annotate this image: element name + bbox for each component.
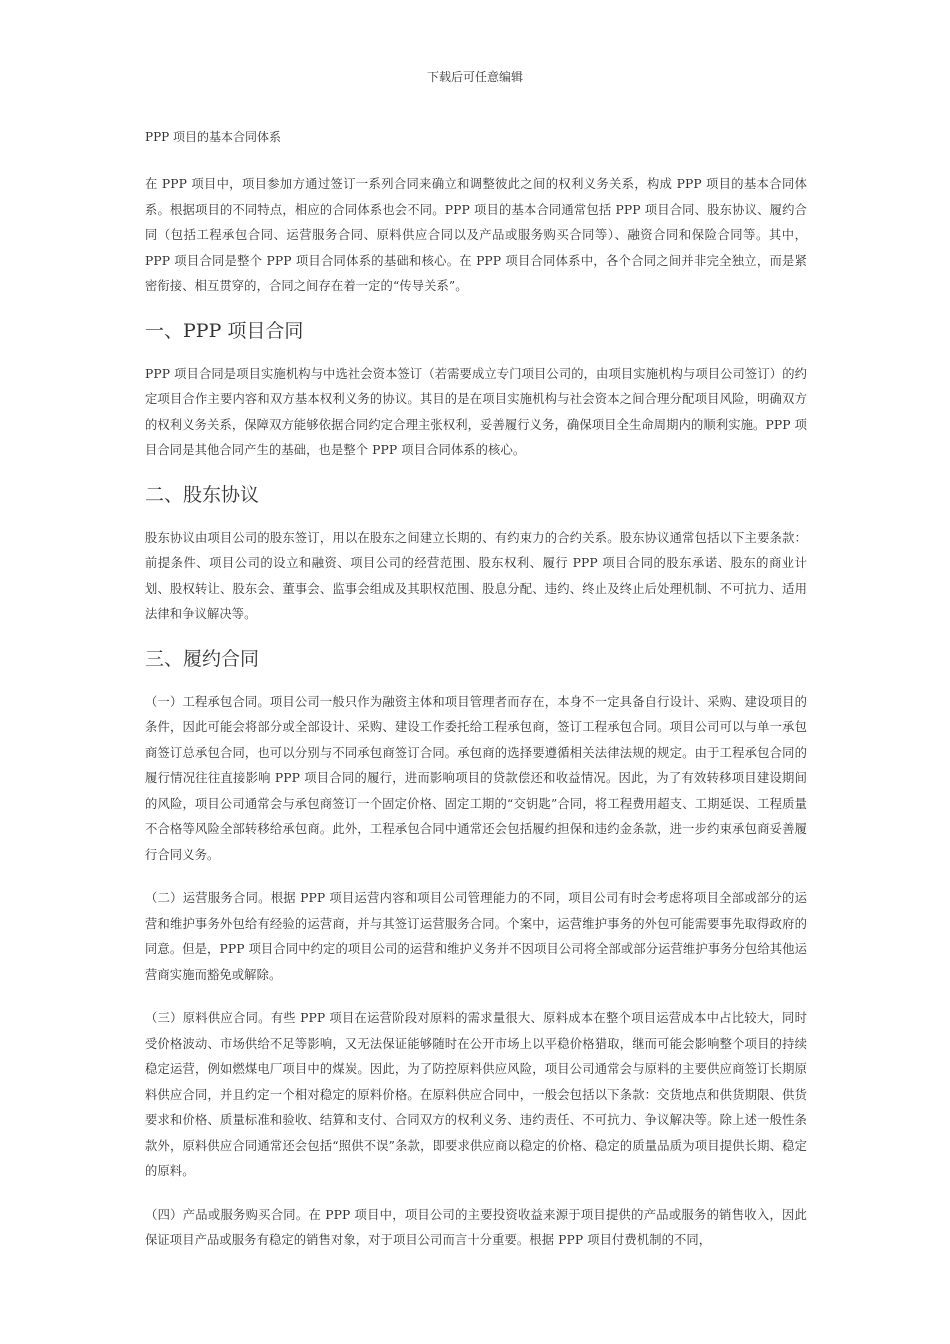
section-heading: 一、PPP 项目合同 <box>145 319 304 342</box>
section-heading: 三、履约合同 <box>145 647 260 670</box>
section-paragraph: PPP 项目合同是项目实施机构与中选社会资本签订（若需要成立专门项目公司的，由项目实施机构与项目公司签订）的约定项目合作主要内容和双方基本权利义务的协议。其目的是在项目实施机构与社会资本之间合理分配项目风险，明确双方的权利义务关系，保障双方能够依据合同约定合理主张权利，妥善履行义务，确保项目全生命周期内的顺利实施。PPP 项目合同是其他合同产生的基础，也是整个 PPP 项目合同体系的核心。 <box>145 366 807 457</box>
section-performance-contracts <box>145 646 807 1254</box>
section-paragraph: 股东协议由项目公司的股东签订，用以在股东之间建立长期的、有约束力的合约关系。股东协议通常包括以下主要条款：前提条件、项目公司的设立和融资、项目公司的经营范围、股东权利、履行 PPP 项目合同的股东承诺、股东的商业计划、股权转让、股东会、董事会、监事会组成及其职权范围、股息分配、违约、终止及终止后处理机制、不可抗力、适用法律和争议解决等。 <box>145 530 807 621</box>
document-body <box>145 126 807 1272</box>
section-ppp-contract <box>145 318 807 464</box>
section-paragraph: （四）产品或服务购买合同。在 PPP 项目中，项目公司的主要投资收益来源于项目提供的产品或服务的销售收入，因此保证项目产品或服务有稳定的销售对象，对于项目公司而言十分重要。根据 PPP 项目付费机制的不同， <box>145 1207 807 1247</box>
section-shareholder-agreement <box>145 482 807 628</box>
document-title: PPP 项目的基本合同体系 <box>145 130 282 144</box>
section-paragraph: （二）运营服务合同。根据 PPP 项目运营内容和项目公司管理能力的不同，项目公司有时会考虑将项目全部或部分的运营和维护事务外包给有经验的运营商，并与其签订运营服务合同。个案中，运营维护事务的外包可能需要事先取得政府的同意。但是，PPP 项目合同中约定的项目公司的运营和维护义务并不因项目公司将全部或部分运营维护事务分包给其他运营商实施而豁免或解除。 <box>145 891 807 982</box>
section-paragraph: （一）工程承包合同。项目公司一般只作为融资主体和项目管理者而存在，本身不一定具备自行设计、采购、建设项目的条件，因此可能会将部分或全部设计、采购、建设工作委托给工程承包商，签订工程承包合同。项目公司可以与单一承包商签订总承包合同，也可以分别与不同承包商签订合同。承包商的选择要遵循相关法律法规的规定。由于工程承包合同的履行情况往往直接影响 PPP 项目合同的履行，进而影响项目的贷款偿还和收益情况。因此，为了有效转移项目建设期间的风险，项目公司通常会与承包商签订一个固定价格、固定工期的“交钥匙”合同，将工程费用超支、工期延误、工程质量不合格等风险全部转移给承包商。此外，工程承包合同中通常还会包括履约担保和违约金条款，进一步约束承包商妥善履行合同义务。 <box>145 694 807 862</box>
intro-paragraph: 在 PPP 项目中，项目参加方通过签订一系列合同来确立和调整彼此之间的权利义务关系，构成 PPP 项目的基本合同体系。根据项目的不同特点，相应的合同体系也会不同。PPP 项目的基本合同通常包括 PPP 项目合同、股东协议、履约合同（包括工程承包合同、运营服务合同、原料供应合同以及产品或服务购买合同等）、融资合同和保险合同等。其中，PPP 项目合同是整个 PPP 项目合同体系的基础和核心。在 PPP 项目合同体系中，各个合同之间并非完全独立，而是紧密衔接、相互贯穿的，合同之间存在着一定的“传导关系”。 <box>145 177 807 293</box>
header-note: 下载后可任意编辑 <box>426 70 523 84</box>
section-heading: 二、股东协议 <box>145 483 260 506</box>
section-paragraph: （三）原料供应合同。有些 PPP 项目在运营阶段对原料的需求量很大、原料成本在整个项目运营成本中占比较大，同时受价格波动、市场供给不足等影响，又无法保证能够随时在公开市场上以平稳价格猎取，继而可能会影响整个项目的持续稳定运营，例如燃煤电厂项目中的煤炭。因此，为了防控原料供应风险，项目公司通常会与原料的主要供应商签订长期原料供应合同，并且约定一个相对稳定的原料价格。在原料供应合同中，一般会包括以下条款：交货地点和供货期限、供货要求和价格、质量标准和验收、结算和支付、合同双方的权利义务、违约责任、不可抗力、争议解决等。除上述一般性条款外，原料供应合同通常还会包括“照供不误”条款，即要求供应商以稳定的价格、稳定的质量品质为项目提供长期、稳定的原料。 <box>145 1011 807 1178</box>
